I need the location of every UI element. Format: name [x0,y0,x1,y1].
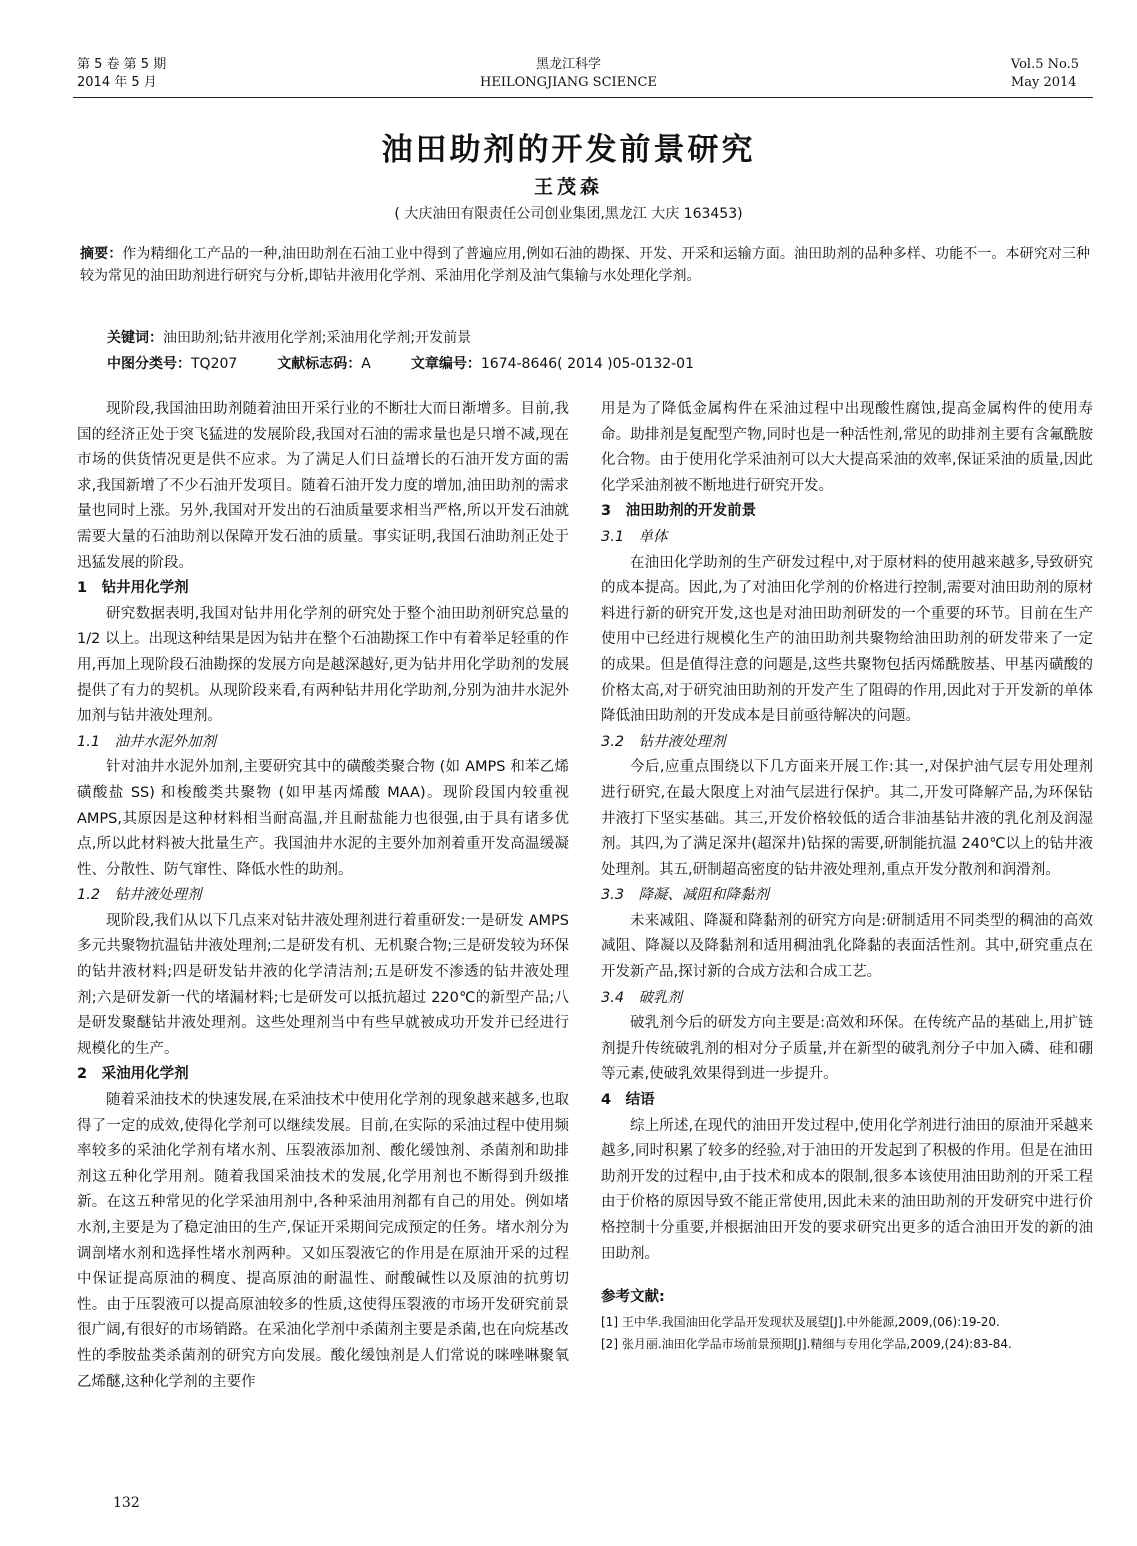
section-3-2-paragraph: 今后,应重点围绕以下几方面来开展工作:其一,对保护油气层专用处理剂进行研究,在最大限度上对油气层进行保护。其二,开发可降解产品,为环保钻井液打下坚实基础。其三,开发价格较低的适合非油基钻井液的乳化剂及润湿剂。其四,为了满足深井(超深井)钻探的需要,研制能抗温 240℃以上的钻井液处理剂。其五,研制超高密度的钻井液处理剂,重点开发分散剂和润滑剂。 [601,759,1093,878]
section-3-4-heading: 3.4 破乳剂 [601,989,683,1006]
author: 王茂森 [533,176,603,198]
references-heading: 参考文献: [601,1289,665,1306]
journal-name-cn: 黑龙江科学 [535,57,601,72]
keywords-text: 油田助剂;钻井液用化学剂;采油用化学剂;开发前景 [163,330,472,346]
paper-title: 油田助剂的开发前景研究 [381,132,756,168]
keywords-label: 关键词： [107,330,163,346]
section-4-paragraph: 综上所述,在现代的油田开发过程中,使用化学剂进行油田的原油开采越来越多,同时积累了较多的经验,对于油田的开发起到了积极的作用。但是在油田助剂开发的过程中,由于技术和成本的限制,很多本该使用油田助剂的开采工程由于价格的原因导致不能正常使用,因此未来的油田助剂的开发研究中进行价格控制十分重要,并根据油田开发的要求研究出更多的适合油田开发的新的油田助剂。 [601,1117,1093,1262]
section-2-continuation: 用是为了降低金属构件在采油过程中出现酸性腐蚀,提高金属构件的使用寿命。助排剂是复配型产物,同时也是一种活性剂,常见的助排剂主要有含氟酰胺化合物。由于使用化学采油剂可以大大提高采油的效率,保证采油的质量,因此化学采油剂被不断地进行研究开发。 [601,401,1093,494]
section-1-1-heading: 1.1 油井水泥外加剂 [77,733,217,750]
clc-label: 中图分类号： [107,356,191,372]
header-rule [73,97,1093,98]
journal-name [0,56,1137,92]
section-4-heading: 4 结语 [601,1092,655,1109]
classification-line [107,353,1087,375]
section-3-4-paragraph: 破乳剂今后的研发方向主要是:高效和环保。在传统产品的基础上,用扩链剂提升传统破乳剂的相对分子质量,并在新型的破乳剂分子中加入磷、硅和硼等元素,使破乳效果得到进一步提升。 [601,1015,1093,1083]
publication-date: 2014 年 5 月 [77,75,157,90]
section-1-1-paragraph: 针对油井水泥外加剂,主要研究其中的磺酸类聚合物 (如 AMPS 和苯乙烯磺酸盐 SS) 和梭酸类共聚物 (如甲基丙烯酸 MAA)。现阶段国内较重视 AMPS,其原因是这种材料相当耐高温,并且耐盐能力也很强,由于具有诸多优点,所以此材料被大批量生产。我国油井水泥的主要外加剂着重开发高温缓凝性、分散性、防气窜性、降低水性的助剂。 [77,759,569,878]
affiliation: ( 大庆油田有限责任公司创业集团,黑龙江 大庆 163453) [394,206,743,222]
section-3-3-paragraph: 未来减阻、降凝和降黏剂的研究方向是:研制适用不同类型的稠油的高效减阻、降凝以及降黏剂和适用稠油乳化降黏的表面活性剂。其中,研究重点在开发新产品,探讨新的合成方法和合成工艺。 [601,912,1093,981]
abstract-label: 摘要： [80,246,123,262]
reference-1: [1] 王中华.我国油田化学品开发现状及展望[J].中外能源,2009,(06):19-20. [601,1314,1000,1329]
keywords [107,327,1087,349]
doc-code-value: A [361,356,371,372]
article-number-value: 1674-8646( 2014 )05-0132-01 [480,356,694,372]
section-2-paragraph: 随着采油技术的快速发展,在采油技术中使用化学剂的现象越来越多,也取得了一定的成效,使得化学剂可以继续发展。目前,在实际的采油过程中使用频率较多的采油化学剂有堵水剂、压裂液添加剂、酸化缓蚀剂、杀菌剂和助排剂这五种化学用剂。随着我国采油技术的发展,化学用剂也不断得到升级推新。在这五种常见的化学采油用剂中,各种采油用剂都有自己的用处。例如堵水剂,主要是为了稳定油田的生产,保证开采期间完成预定的任务。堵水剂分为调剖堵水剂和选择性堵水剂两种。又如压裂液它的作用是在原油开采的过程中保证提高原油的稠度、提高原油的耐温性、耐酸碱性以及原油的抗剪切性。由于压裂液可以提高原油较多的性质,这使得压裂液的市场开发研究前景很广阔,有很好的市场销路。在采油化学剂中杀菌剂主要是杀菌,也在向烷基改性的季胺盐类杀菌剂的研究方向发展。酸化缓蚀剂是人们常说的咪唑啉聚氧乙烯醚,这种化学剂的主要作 [77,1092,569,1390]
section-1-paragraph: 研究数据表明,我国对钻井用化学剂的研究处于整个油田助剂研究总量的 1/2 以上。出现这种结果是因为钻井在整个石油勘探工作中有着举足轻重的作用,再加上现阶段石油勘探的发展方向是越深越好,更为钻井用化学助剂的发展提供了有力的契机。从现阶段来看,有两种钻井用化学助剂,分别为油井水泥外加剂与钻井液处理剂。 [77,605,569,725]
volume-issue: 第 5 卷 第 5 期 [77,57,167,72]
clc-value: TQ207 [191,356,238,372]
journal-volume-en [1011,56,1079,92]
abstract [80,243,1090,287]
section-3-3-heading: 3.3 降凝、减阻和降黏剂 [601,887,770,904]
date-en: May 2014 [1010,75,1077,90]
doc-code-label: 文献标志码： [277,356,362,372]
page-number: 132 [113,1495,140,1511]
section-3-heading: 3 油田助剂的开发前景 [601,503,757,520]
intro-paragraph: 现阶段,我国油田助剂随着油田开采行业的不断壮大而日渐增多。目前,我国的经济正处于突飞猛进的发展阶段,我国对石油的需求量也是只增不减,现在市场的供货情况更是供不应求。为了满足人们日益增长的石油开发方面的需求,我国新增了不少石油开发项目。随着石油开发力度的增加,油田助剂的需求量也同时上涨。另外,我国对开发出的石油质量要求相当严格,所以开发石油就需要大量的石油助剂以保障开发石油的质量。事实证明,我国石油助剂正处于迅猛发展的阶段。 [77,401,569,571]
right-column [601,397,1093,1355]
abstract-text: 作为精细化工产品的一种,油田助剂在石油工业中得到了普遍应用,例如石油的勘探、开发、开采和运输方面。油田助剂的品种多样、功能不一。本研究对三种较为常见的油田助剂进行研究与分析,即钻井液用化学剂、采油用化学剂及油气集输与水处理化学剂。 [80,246,1090,284]
section-1-2-heading: 1.2 钻井液处理剂 [77,887,202,904]
section-3-1-heading: 3.1 单体 [601,528,668,545]
section-2-heading: 2 采油用化学剂 [77,1066,189,1083]
section-1-heading: 1 钻井用化学剂 [77,580,189,597]
left-column [77,397,569,1395]
section-3-1-paragraph: 在油田化学助剂的生产研发过程中,对于原材料的使用越来越多,导致研究的成本提高。因此,为了对油田化学剂的价格进行控制,需要对油田助剂的原材料进行新的研究开发,这也是对油田助剂研发的一个重要的环节。目前在生产使用中已经进行规模化生产的油田助剂共聚物给油田助剂的研发带来了一定的成果。但是值得注意的问题是,这些共聚物包括丙烯酰胺基、甲基丙磺酸的价格太高,对于研究油田助剂的开发产生了阻碍的作用,因此对于开发新的单体降低油田助剂的开发成本是目前亟待解决的问题。 [601,554,1093,725]
journal-name-en: HEILONGJIANG SCIENCE [480,75,657,90]
section-1-2-paragraph: 现阶段,我们从以下几点来对钻井液处理剂进行着重研发:一是研发 AMPS 多元共聚物抗温钻井液处理剂;二是研发有机、无机聚合物;三是研发较为环保的钻井液材料;四是研发钻井液的化学清洁剂;五是研发不渗透的钻井液处理剂;六是研发新一代的堵漏材料;七是研发可以抵抗超过 220℃的新型产品;八是研发聚醚钻井液处理剂。这些处理剂当中有些早就被成功开发并已经进行规模化的生产。 [77,912,569,1057]
volume-en: Vol.5 No.5 [1010,57,1079,72]
section-3-2-heading: 3.2 钻井液处理剂 [601,733,726,750]
reference-2: [2] 张月丽.油田化学品市场前景预期[J].精细与专用化学品,2009,(24):83-84. [601,1336,1012,1351]
article-number-label: 文章编号： [410,356,481,372]
